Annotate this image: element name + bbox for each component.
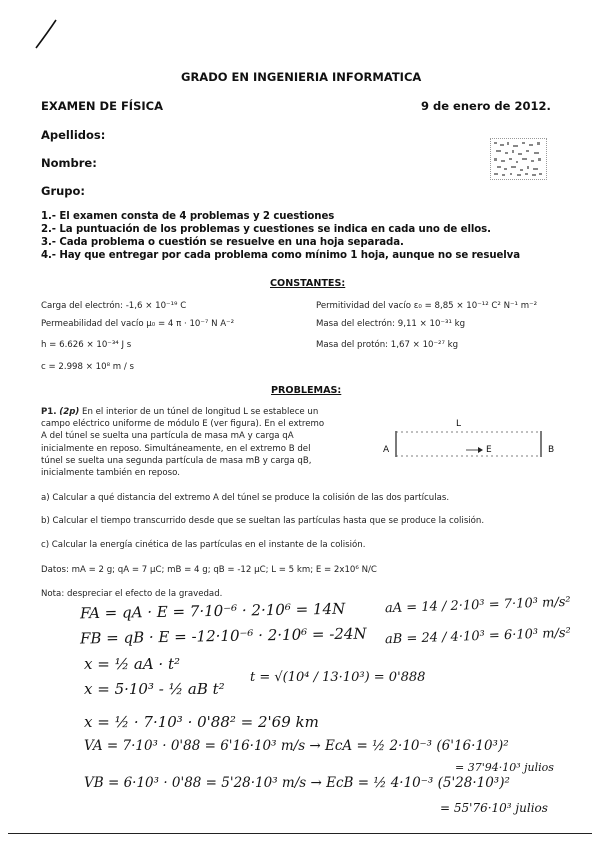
field-e-label: E bbox=[486, 445, 492, 455]
problem-1-points: (2p) bbox=[59, 407, 80, 417]
constant-electron-mass: Masa del electrón: 9,11 × 10⁻³¹ kg bbox=[316, 319, 466, 329]
problem-1-text bbox=[41, 406, 324, 479]
problem-1-line: túnel se suelta una segunda partícula de masa mB y carga qB, bbox=[41, 455, 312, 466]
handwritten-energy-a: = 37'94·10³ julios bbox=[455, 761, 554, 774]
problem-1-label: P1. bbox=[41, 407, 57, 417]
handwritten-position-b: x = 5·10³ - ½ aB t² bbox=[84, 680, 225, 698]
constant-light-speed: c = 2.998 × 10⁸ m / s bbox=[41, 362, 134, 372]
constant-electron-charge: Carga del electrón: -1,6 × 10⁻¹⁹ C bbox=[41, 301, 187, 311]
tunnel-end-b-label: B bbox=[548, 445, 555, 455]
constant-planck: h = 6.626 × 10⁻³⁴ J s bbox=[41, 340, 132, 350]
handwritten-time: t = √(10⁴ / 13·10³) = 0'888 bbox=[250, 670, 426, 685]
handwritten-energy-b: = 55'76·10³ julios bbox=[440, 801, 548, 815]
handwritten-accel-a: aA = 14 / 2·10³ = 7·10³ m/s² bbox=[384, 594, 571, 617]
rule-2: 2.- La puntuación de los problemas y cuestiones se indica en cada uno de ellos. bbox=[41, 224, 491, 235]
constants-title: CONSTANTES: bbox=[270, 278, 346, 289]
handwritten-velocity-a: VA = 7·10³ · 0'88 = 6'16·10³ m/s → EcA = ½ 2·10⁻³ (6'16·10³)² bbox=[84, 738, 509, 754]
exam-title: EXAMEN DE FÍSICA bbox=[41, 99, 163, 113]
corner-pen-mark bbox=[30, 18, 60, 50]
constant-proton-mass: Masa del protón: 1,67 × 10⁻²⁷ kg bbox=[316, 340, 459, 350]
question-b: b) Calcular el tiempo transcurrido desde que se sueltan las partículas hasta que se produce la colisión. bbox=[41, 516, 485, 526]
name-label: Nombre: bbox=[41, 156, 97, 170]
problem-note: Nota: despreciar el efecto de la gravedad. bbox=[41, 589, 223, 599]
problem-1-line: inicialmente en reposo. Simultáneamente, en el extremo B del bbox=[41, 443, 311, 454]
qr-code bbox=[490, 138, 547, 180]
handwritten-accel-b: aB = 24 / 4·10³ = 6·10³ m/s² bbox=[384, 625, 572, 648]
surname-label: Apellidos: bbox=[41, 128, 106, 142]
degree-title: GRADO EN INGENIERIA INFORMATICA bbox=[181, 70, 422, 84]
problem-data: Datos: mA = 2 g; qA = 7 μC; mB = 4 g; qB = -12 μC; L = 5 km; E = 2x10⁶ N/C bbox=[41, 565, 377, 575]
question-a: a) Calcular a qué distancia del extremo A del túnel se produce la colisión de las dos partículas. bbox=[41, 493, 450, 503]
handwritten-position-a: x = ½ aA · t² bbox=[84, 655, 180, 673]
question-c: c) Calcular la energía cinética de las partículas en el instante de la colisión. bbox=[41, 540, 366, 550]
problem-1-line: En el interior de un túnel de longitud L se establece un bbox=[82, 407, 319, 417]
rule-1: 1.- El examen consta de 4 problemas y 2 cuestiones bbox=[41, 211, 335, 222]
problems-title: PROBLEMAS: bbox=[271, 385, 342, 396]
handwritten-force-a: FA = qA · E = 7·10⁻⁶ · 2·10⁶ = 14N bbox=[79, 599, 346, 623]
rule-3: 3.- Cada problema o cuestión se resuelve en una hoja separada. bbox=[41, 237, 404, 248]
handwritten-collision-distance: x = ½ · 7·10³ · 0'88² = 2'69 km bbox=[84, 713, 319, 731]
handwritten-force-b: FB = qB · E = -12·10⁻⁶ · 2·10⁶ = -24N bbox=[79, 624, 367, 648]
page-bottom-rule bbox=[8, 833, 592, 834]
handwritten-velocity-b: VB = 6·10³ · 0'88 = 5'28·10³ m/s → EcB = ½ 4·10⁻³ (5'28·10³)² bbox=[84, 775, 510, 791]
tunnel-length-label: L bbox=[456, 419, 462, 429]
constant-permittivity: Permitividad del vacío ε₀ = 8,85 × 10⁻¹² C² N⁻¹ m⁻² bbox=[316, 301, 538, 311]
group-label: Grupo: bbox=[41, 184, 86, 198]
problem-1-line: campo eléctrico uniforme de módulo E (ver figura). En el extremo bbox=[41, 419, 325, 430]
constant-permeability: Permeabilidad del vacío μ₀ = 4 π · 10⁻⁷ N A⁻² bbox=[41, 319, 235, 329]
problem-1-line: inicialmente también en reposo. bbox=[41, 468, 180, 479]
tunnel-end-a-label: A bbox=[383, 445, 390, 455]
exam-date: 9 de enero de 2012. bbox=[421, 99, 551, 113]
rule-4: 4.- Hay que entregar por cada problema como mínimo 1 hoja, aunque no se resuelva bbox=[41, 250, 520, 261]
tunnel-figure bbox=[378, 415, 568, 465]
problem-1-line: A del túnel se suelta una partícula de masa mA y carga qA bbox=[41, 431, 294, 442]
